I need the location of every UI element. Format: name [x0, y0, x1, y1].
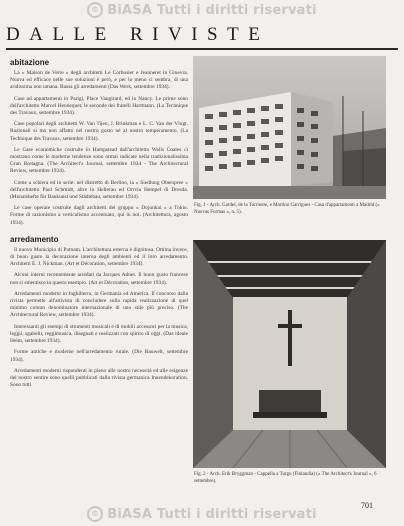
copyright-icon: © [87, 506, 103, 522]
text-column [10, 58, 188, 393]
figure-1-caption: Fig. 1 - Arch. Gardel, de la Torriente, e Martino Garrigues - Casa d'appartamenti a Madrid (« Nuevas Formas », n. 5). [194, 203, 380, 215]
section-heading-abitazione: abitazione [10, 58, 50, 67]
watermark-text: BiASA Tutti i diritti riservati [107, 2, 317, 18]
paragraph: Forme antiche e moderne nell'arredamento rurale. (Die Bauwelt, settembre 1934). [10, 349, 188, 363]
paragraph: Interessanti gli esempi di strumenti musicali e di mobili accessori per la musica, leggii, sgabelli, reggimusica, disegnati e realizzati con spirito di oggi. (Das ideale Heim, settembre 1934). [10, 323, 188, 345]
apartment-building-image [193, 56, 386, 199]
copyright-icon: © [87, 2, 103, 18]
paragraph: La « Maison de Verre » degli architetti Le Corbusier e Jeanneret in Ginevra. Nuova ed efficace nelle sue soluzioni è però, e per lo meno ci sembra, di una aridissima non umana. Bassa gli arredamenti (Das Werk, settembre 1934). [10, 70, 188, 91]
section-masthead: DALLE RIVISTE [6, 24, 398, 50]
figure-2-photo [193, 240, 386, 468]
figure-1-photo [193, 56, 386, 199]
watermark-text: BiASA Tutti i diritti riservati [107, 506, 317, 522]
paragraph: Alcuni interni recentemente arredati da Jacques Adnet. Il buon gusto francese non si smentisce in questo esempio. (Art et Décoration, settembre 1934). [10, 272, 188, 286]
watermark-bottom [0, 506, 404, 522]
paragraph: Come a schiera ed in serie: nel distretto di Berlino, la « Siedlung Oberspree » dell'architetto Paul Schmidt, altre in Hellerau ed Orrvia Hempel di Dresda. (Monatshefte für Baukunst und Städtebau, settembre 1934). [10, 179, 188, 201]
paragraph: Il nuovo Municipio di Putnam. L'architettura esterna è dignitosa. Ottima invece, di buon gusto la decorazione interna degli ambienti ed il loro arredamento. Architetti E. J. Nickman. (Art et Décoration, settembre 1934). [10, 246, 188, 268]
paragraph: Case ad appartamenti in Parigi, Place Vaugirard, ed in Nancy. Le prime sono dell'architetto Marcel Hennequet, le seconde dei fratelli Hartmann. (La Technique des Travaux, settembre 1934). [10, 95, 188, 117]
figure-2-caption: Fig. 2 - Arch. Erik Bryggman - Cappella a Turgu (Finlandia) (« The Architect's Journal », 6 settembre). [194, 472, 377, 484]
section-heading-arredamento: arredamento [10, 234, 59, 244]
paragraph: Arredamenti moderni in Inghilterra, in Germania ed America. Il concorso dalla rivista permette all'attivista di concludere sulla rapida realizzazione di quel minimo comun denominatore internazionale di uno stile più preciso. (The Architectural Review, settembre 1934). [10, 290, 188, 319]
paragraph: Le Case economiche costruite in Hampstead dall'architetto Wells Coates ci mostrano come le moderne tendenze sono ormai radicate nella tradizionalissima Gran Bretagna. (The Architect's Journal, settembre 1934 - The Architectural Review, settembre 1934). [10, 146, 188, 175]
paragraph: Arredamenti moderni rispondenti in pieno alle nostre necessità ed alle esigenze del nostro sentire sono quelli pubblicati dalla rivista germanica Innendekoration. Sono tutti [10, 367, 188, 389]
paragraph: Le case operaie costruite dagli architetti del gruppo « Dojunkai » a Tokio. Forme di razionismo a verticalismo accentuato, qui in noi. (Architettura, agosto 1934). [10, 205, 188, 226]
page-number: 701 [361, 501, 373, 510]
chapel-interior-image [193, 240, 386, 468]
paragraph: Case popolari degli architetti W. Van Tijen, J. Brinkman e L. C. Van der Vlugt. Razionali si ma non affatto nel nostro gusto né al nostro temperamento. (La Technique des Travaux, settembre 1934). [10, 121, 188, 142]
watermark-top [0, 2, 404, 18]
